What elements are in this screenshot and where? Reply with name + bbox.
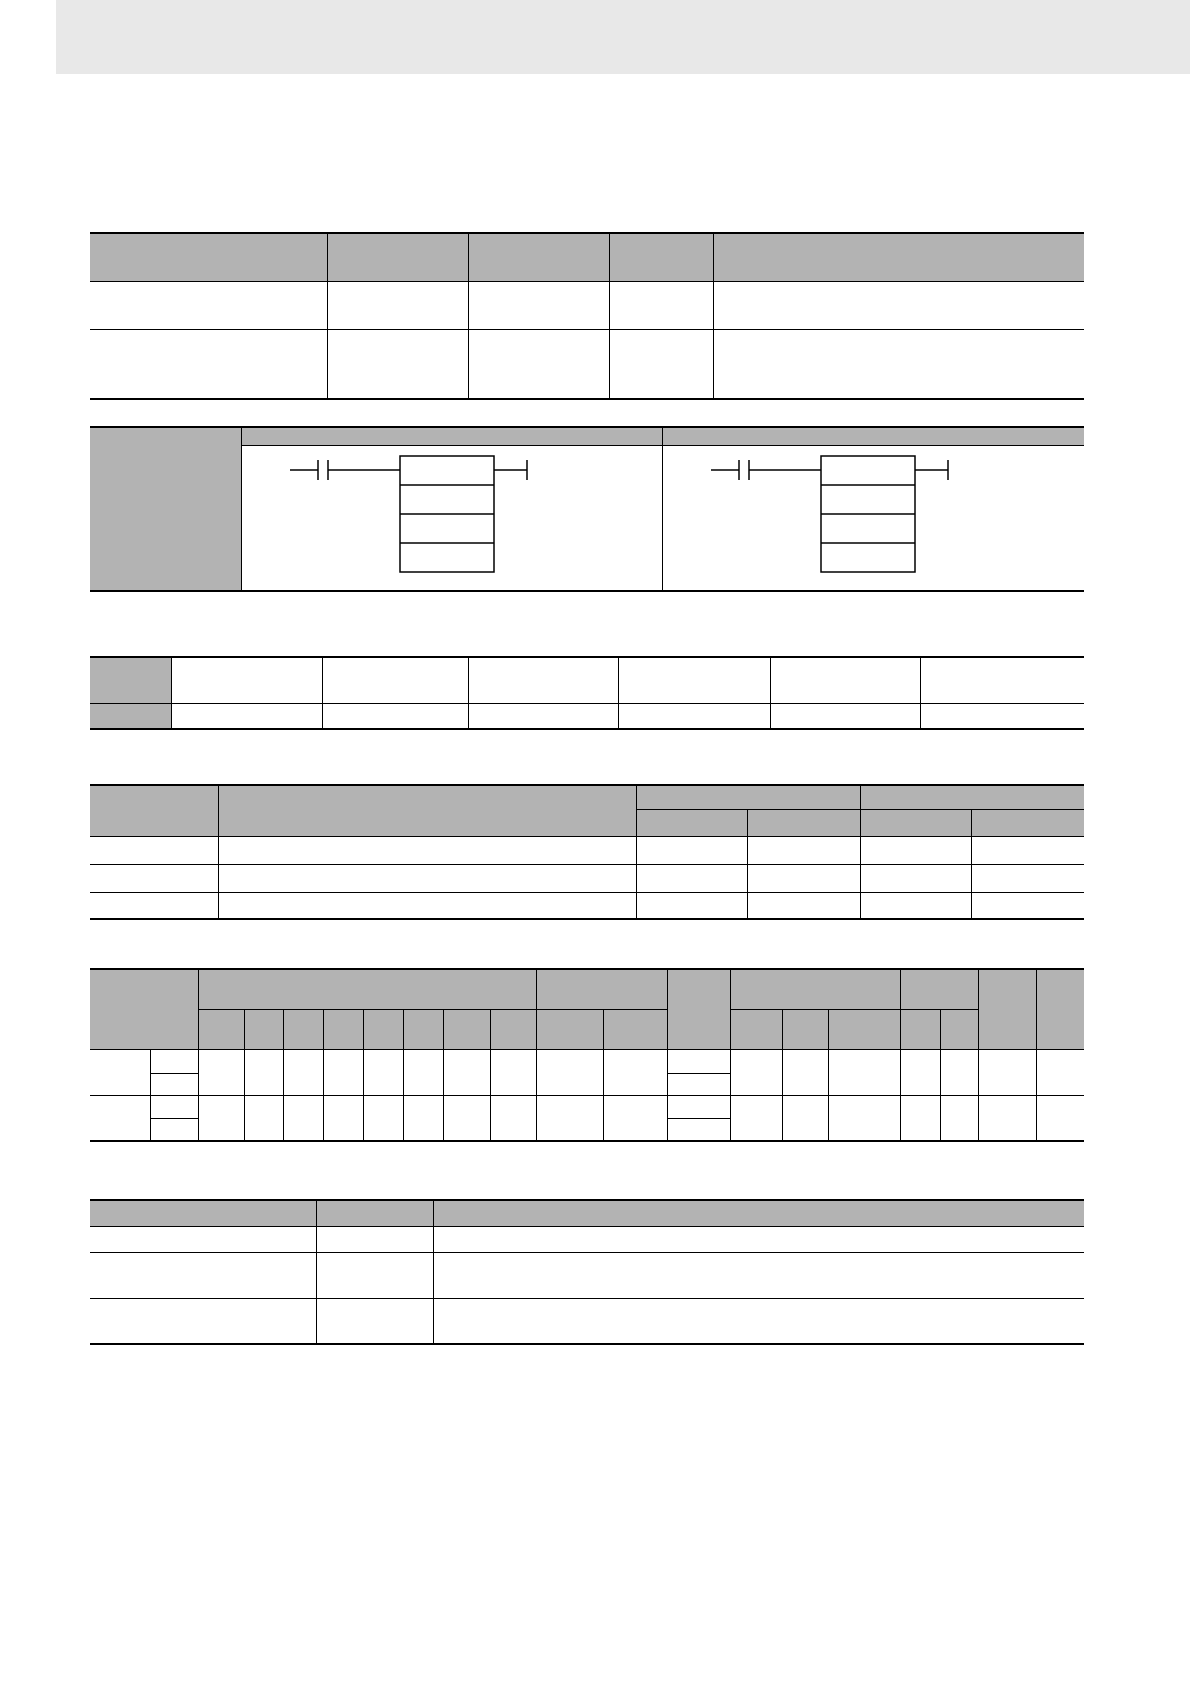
header-cell bbox=[782, 1009, 828, 1049]
table-row bbox=[90, 892, 1084, 919]
table-cell bbox=[433, 1252, 1084, 1298]
table-cell bbox=[603, 1095, 667, 1141]
table-cell bbox=[171, 657, 322, 703]
header-cell bbox=[940, 1009, 978, 1049]
table-cell bbox=[636, 864, 747, 892]
header-cell bbox=[90, 657, 171, 703]
header-cell bbox=[198, 1009, 244, 1049]
header-cell bbox=[90, 233, 327, 281]
table-cell bbox=[609, 281, 713, 329]
operand-cell bbox=[90, 1050, 150, 1096]
ladder-diagram-right bbox=[663, 446, 1085, 592]
table-cell bbox=[90, 281, 327, 329]
table-cell bbox=[920, 657, 1084, 703]
table-row bbox=[90, 329, 1084, 399]
program-areas-table bbox=[90, 656, 1084, 730]
ladder-panel-right bbox=[662, 445, 1084, 591]
table-cell bbox=[828, 1095, 900, 1141]
table-cell bbox=[283, 1095, 323, 1141]
header-cell bbox=[609, 233, 713, 281]
operand-area-matrix-table bbox=[90, 968, 1084, 1142]
table-row bbox=[90, 864, 1084, 892]
table-cell bbox=[150, 1050, 198, 1073]
header-cell bbox=[730, 1009, 782, 1049]
table-cell bbox=[730, 1095, 782, 1141]
table-cell bbox=[971, 864, 1084, 892]
table-cell bbox=[618, 657, 770, 703]
table-row bbox=[90, 1298, 1084, 1344]
table-cell bbox=[971, 836, 1084, 864]
header-cell bbox=[244, 1009, 283, 1049]
table-cell bbox=[618, 703, 770, 729]
header-cell bbox=[218, 785, 636, 836]
table-cell bbox=[433, 1226, 1084, 1252]
table-cell bbox=[782, 1050, 828, 1096]
table-cell bbox=[198, 1095, 244, 1141]
header-cell bbox=[713, 233, 1084, 281]
table-cell bbox=[322, 703, 468, 729]
instruction-info-table bbox=[90, 232, 1084, 400]
flags-table bbox=[90, 1199, 1084, 1345]
table-cell bbox=[636, 836, 747, 864]
table-cell bbox=[713, 329, 1084, 399]
table-cell bbox=[150, 1073, 198, 1095]
table-cell bbox=[536, 1095, 603, 1141]
header-cell bbox=[283, 1009, 323, 1049]
table-cell bbox=[978, 1095, 1036, 1141]
table-cell bbox=[860, 864, 971, 892]
symbol-label-cell bbox=[90, 427, 241, 591]
ladder-symbol-table bbox=[90, 426, 1084, 592]
table-cell bbox=[403, 1095, 443, 1141]
header-cell bbox=[603, 1009, 667, 1049]
table-cell bbox=[667, 1073, 730, 1095]
ladder-panel-left bbox=[241, 445, 662, 591]
header-group-cell bbox=[636, 785, 860, 809]
table-cell bbox=[900, 1050, 940, 1096]
table-cell bbox=[90, 1298, 316, 1344]
header-cell bbox=[860, 809, 971, 836]
table-cell bbox=[443, 1050, 490, 1096]
table-cell bbox=[316, 1226, 433, 1252]
table-cell bbox=[316, 1298, 433, 1344]
table-cell bbox=[667, 1095, 730, 1118]
table-cell bbox=[468, 703, 618, 729]
header-cell bbox=[468, 233, 609, 281]
table-cell bbox=[730, 1050, 782, 1096]
table-cell bbox=[218, 864, 636, 892]
table-cell bbox=[782, 1095, 828, 1141]
table-cell bbox=[490, 1050, 536, 1096]
table-row bbox=[90, 1226, 1084, 1252]
table-cell bbox=[244, 1095, 283, 1141]
table-cell bbox=[636, 892, 747, 919]
table-cell bbox=[860, 836, 971, 864]
table-cell bbox=[1036, 1095, 1084, 1141]
table-cell bbox=[940, 1050, 978, 1096]
table-cell bbox=[90, 1252, 316, 1298]
table-cell bbox=[713, 281, 1084, 329]
table-cell bbox=[747, 836, 860, 864]
header-cell bbox=[443, 1009, 490, 1049]
header-cell bbox=[978, 969, 1036, 1050]
table-header-row bbox=[90, 1200, 1084, 1226]
header-cell bbox=[316, 1200, 433, 1226]
table-cell bbox=[609, 329, 713, 399]
table-cell bbox=[218, 836, 636, 864]
header-cell bbox=[828, 1009, 900, 1049]
header-group-cell bbox=[536, 969, 667, 1009]
table-row bbox=[90, 1095, 1084, 1118]
table-cell bbox=[747, 864, 860, 892]
header-cell bbox=[363, 1009, 403, 1049]
header-cell bbox=[403, 1009, 443, 1049]
table-cell bbox=[150, 1119, 198, 1141]
table-cell bbox=[978, 1050, 1036, 1096]
table-cell bbox=[490, 1095, 536, 1141]
header-cell bbox=[90, 703, 171, 729]
header-cell bbox=[747, 809, 860, 836]
operands-table bbox=[90, 784, 1084, 920]
table-cell bbox=[443, 1095, 490, 1141]
table-cell bbox=[900, 1095, 940, 1141]
header-cell bbox=[323, 1009, 363, 1049]
table-cell bbox=[323, 1050, 363, 1096]
table-cell bbox=[90, 1226, 316, 1252]
table-cell bbox=[468, 281, 609, 329]
header-cell bbox=[971, 809, 1084, 836]
table-cell bbox=[603, 1050, 667, 1096]
table-cell bbox=[283, 1050, 323, 1096]
table-cell bbox=[940, 1095, 978, 1141]
table-cell bbox=[468, 657, 618, 703]
table-cell bbox=[218, 892, 636, 919]
table-cell bbox=[770, 703, 920, 729]
table-cell bbox=[770, 657, 920, 703]
table-cell bbox=[433, 1298, 1084, 1344]
table-cell bbox=[327, 281, 468, 329]
table-row bbox=[90, 1252, 1084, 1298]
page-header-band bbox=[56, 0, 1190, 74]
table-cell bbox=[468, 329, 609, 399]
panel-header-right bbox=[662, 427, 1084, 445]
header-cell bbox=[667, 969, 730, 1050]
table-cell bbox=[198, 1050, 244, 1096]
table-cell bbox=[90, 892, 218, 919]
table-cell bbox=[322, 657, 468, 703]
header-group-cell bbox=[198, 969, 536, 1009]
table-cell bbox=[90, 864, 218, 892]
table-cell bbox=[90, 836, 218, 864]
header-cell bbox=[1036, 969, 1084, 1050]
table-cell bbox=[860, 892, 971, 919]
table-cell bbox=[971, 892, 1084, 919]
table-cell bbox=[1036, 1050, 1084, 1096]
table-cell bbox=[90, 329, 327, 399]
table-cell bbox=[828, 1050, 900, 1096]
table-cell bbox=[747, 892, 860, 919]
header-cell bbox=[636, 809, 747, 836]
table-row bbox=[90, 281, 1084, 329]
table-cell bbox=[244, 1050, 283, 1096]
table-cell bbox=[667, 1050, 730, 1073]
operand-cell bbox=[90, 1095, 150, 1141]
table-cell bbox=[316, 1252, 433, 1298]
table-cell bbox=[536, 1050, 603, 1096]
table-cell bbox=[363, 1050, 403, 1096]
header-cell bbox=[327, 233, 468, 281]
header-group-cell bbox=[860, 785, 1084, 809]
header-cell bbox=[490, 1009, 536, 1049]
header-group-cell bbox=[900, 969, 978, 1009]
table-cell bbox=[150, 1095, 198, 1118]
table-row bbox=[90, 1050, 1084, 1073]
table-cell bbox=[171, 703, 322, 729]
header-group-cell bbox=[730, 969, 900, 1009]
table-header-row bbox=[90, 233, 1084, 281]
table-cell bbox=[323, 1095, 363, 1141]
header-cell bbox=[536, 1009, 603, 1049]
header-cell bbox=[90, 1200, 316, 1226]
header-cell bbox=[900, 1009, 940, 1049]
table-cell bbox=[920, 703, 1084, 729]
header-cell bbox=[433, 1200, 1084, 1226]
table-cell bbox=[363, 1095, 403, 1141]
panel-header-left bbox=[241, 427, 662, 445]
table-cell bbox=[667, 1119, 730, 1141]
header-cell bbox=[90, 785, 218, 836]
table-row bbox=[90, 836, 1084, 864]
table-cell bbox=[327, 329, 468, 399]
header-cell bbox=[90, 969, 198, 1050]
table-cell bbox=[403, 1050, 443, 1096]
ladder-diagram-left bbox=[242, 446, 663, 592]
